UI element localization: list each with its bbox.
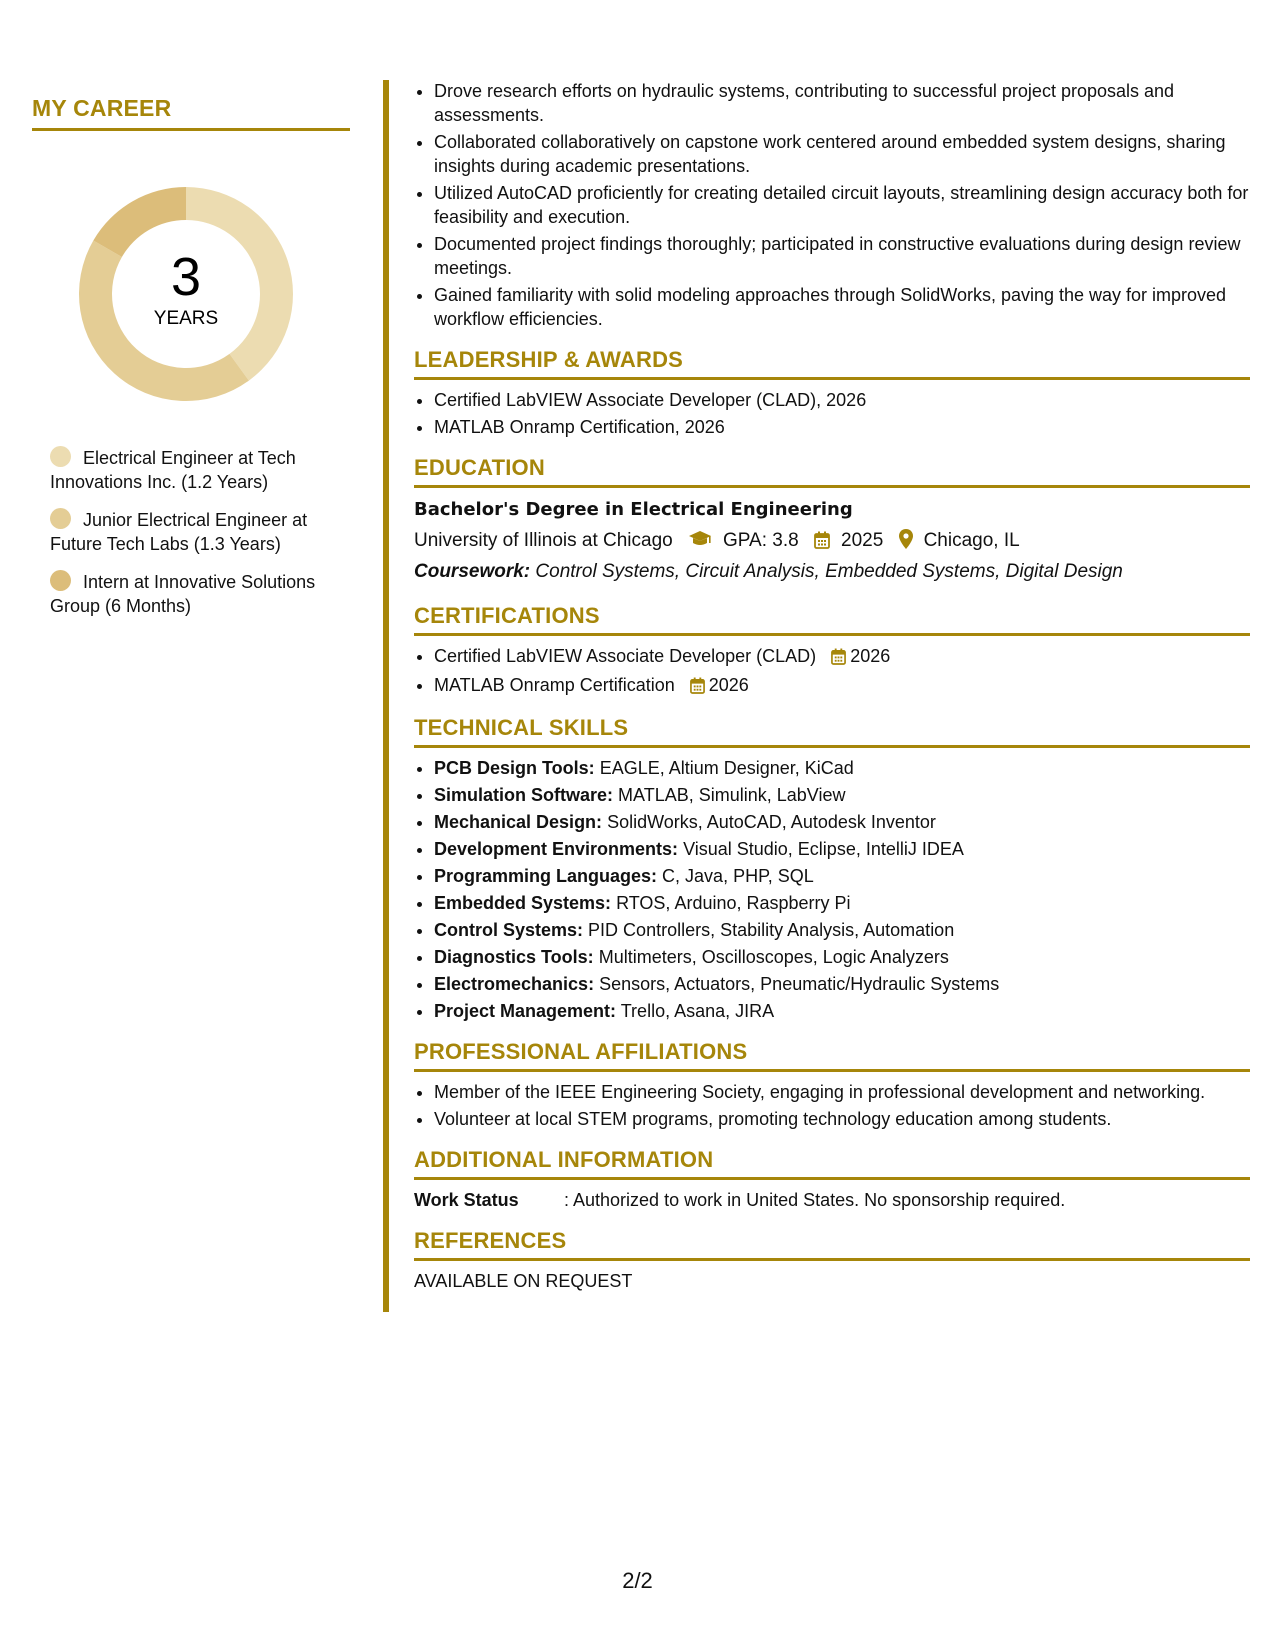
certification-name: Certified LabVIEW Associate Developer (CLAD) (434, 646, 817, 666)
location-pin-icon (899, 530, 918, 550)
list-item: • Member of the IEEE Engineering Society, engaging in professional development and networking. (434, 1080, 1250, 1104)
calendar-icon (831, 649, 846, 666)
legend-dot (50, 508, 71, 529)
total-years-number: 3 (170, 247, 202, 307)
skill-value: Sensors, Actuators, Pneumatic/Hydraulic Systems (599, 974, 1000, 994)
affiliations-section (414, 1039, 1250, 1131)
list-item: • Documented project findings thoroughly; participated in constructive evaluations during design review meetings. (434, 232, 1250, 280)
work-status-value: : Authorized to work in United States. No sponsorship required. (564, 1190, 1066, 1210)
additional-info-section (414, 1147, 1250, 1212)
skill-label: Programming Languages: (434, 866, 658, 886)
certification-year: 2026 (850, 646, 891, 666)
skill-label: Mechanical Design: (434, 812, 603, 832)
skill-value: Trello, Asana, JIRA (620, 1001, 775, 1021)
skill-value: EAGLE, Altium Designer, KiCad (599, 758, 854, 778)
education-details (414, 524, 1250, 557)
section-heading: PROFESSIONAL AFFILIATIONS (414, 1039, 1250, 1072)
list-item: • Collaborated collaboratively on capstone work centered around embedded system designs, sharing insights during academic presentations. (434, 130, 1250, 178)
skills-list (414, 756, 1250, 1023)
section-heading: CERTIFICATIONS (414, 603, 1250, 636)
school-location: Chicago, IL (923, 530, 1020, 551)
coursework-list: Control Systems, Circuit Analysis, Embedded Systems, Digital Design (535, 561, 1123, 582)
list-item (434, 756, 1250, 780)
certification-name: MATLAB Onramp Certification (434, 675, 675, 695)
skill-value: MATLAB, Simulink, LabView (618, 785, 846, 805)
section-heading: EDUCATION (414, 455, 1250, 488)
list-item (434, 837, 1250, 861)
list-item (434, 891, 1250, 915)
affiliations-list (414, 1080, 1250, 1131)
legend-dot (50, 446, 71, 467)
skill-label: Simulation Software: (434, 785, 614, 805)
skill-value: Visual Studio, Eclipse, IntelliJ IDEA (683, 839, 964, 859)
section-heading: TECHNICAL SKILLS (414, 715, 1250, 748)
legend-label: Intern at Innovative Solutions Group (6 Months) (50, 572, 316, 616)
school-name: University of Illinois at Chicago (414, 530, 673, 551)
total-years-unit: YEARS (153, 308, 219, 329)
certifications-section (414, 603, 1250, 699)
skill-value: C, Java, PHP, SQL (662, 866, 814, 886)
coursework-label: Coursework: (414, 561, 531, 582)
list-item (434, 783, 1250, 807)
list-item (434, 864, 1250, 888)
graduation-year: 2025 (841, 530, 884, 551)
section-heading: REFERENCES (414, 1228, 1250, 1261)
legend-label: Junior Electrical Engineer at Future Tech Labs (1.3 Years) (50, 510, 308, 554)
skill-label: Development Environments: (434, 839, 679, 859)
list-item: • Volunteer at local STEM programs, promoting technology education among students. (434, 1107, 1250, 1131)
list-item (434, 999, 1250, 1023)
section-heading: ADDITIONAL INFORMATION (414, 1147, 1250, 1180)
list-item (434, 673, 1250, 699)
references-section (414, 1228, 1250, 1293)
career-heading: MY CAREER (32, 95, 350, 131)
list-item (434, 810, 1250, 834)
work-status-label: Work Status (414, 1190, 519, 1210)
list-item (434, 918, 1250, 942)
list-item: • Certified LabVIEW Associate Developer (CLAD), 2026 (434, 388, 1250, 412)
leadership-list (414, 388, 1250, 439)
skill-label: Control Systems: (434, 920, 584, 940)
experience-bullets (414, 79, 1250, 331)
career-sidebar (32, 95, 350, 632)
list-item (434, 972, 1250, 996)
leadership-section (414, 347, 1250, 439)
skill-label: Diagnostics Tools: (434, 947, 594, 967)
gpa: GPA: 3.8 (723, 530, 799, 551)
coursework (414, 557, 1250, 587)
donut-center (66, 174, 306, 414)
list-item (434, 644, 1250, 670)
calendar-icon (814, 530, 835, 550)
certifications-list (414, 644, 1250, 699)
career-legend (50, 446, 350, 618)
skill-value: Multimeters, Oscilloscopes, Logic Analyzers (598, 947, 949, 967)
skill-label: PCB Design Tools: (434, 758, 595, 778)
list-item: • Utilized AutoCAD proficiently for creating detailed circuit layouts, streamlining design accuracy both for feasibility and execution. (434, 181, 1250, 229)
legend-item (50, 446, 335, 494)
skill-value: PID Controllers, Stability Analysis, Automation (588, 920, 955, 940)
section-heading: LEADERSHIP & AWARDS (414, 347, 1250, 380)
legend-label: Electrical Engineer at Tech Innovations Inc. (1.2 Years) (50, 448, 296, 492)
legend-item (50, 570, 335, 618)
skill-label: Electromechanics: (434, 974, 595, 994)
skills-section (414, 715, 1250, 1023)
legend-item (50, 508, 335, 556)
page-number: 2/2 (622, 1568, 653, 1593)
calendar-icon (690, 678, 705, 695)
skill-label: Project Management: (434, 1001, 617, 1021)
skill-label: Embedded Systems: (434, 893, 612, 913)
education-section (414, 455, 1250, 587)
certification-year: 2026 (708, 675, 749, 695)
work-status-row (414, 1188, 1250, 1212)
list-item: • MATLAB Onramp Certification, 2026 (434, 415, 1250, 439)
legend-dot (50, 570, 71, 591)
skill-value: RTOS, Arduino, Raspberry Pi (616, 893, 851, 913)
main-column (414, 79, 1250, 1293)
career-donut-chart (66, 174, 306, 414)
graduation-cap-icon (688, 530, 717, 550)
list-item: • Gained familiarity with solid modeling approaches through SolidWorks, paving the way for improved workflow efficiencies. (434, 283, 1250, 331)
column-divider (383, 80, 389, 1312)
skill-value: SolidWorks, AutoCAD, Autodesk Inventor (607, 812, 936, 832)
degree-title: Bachelor's Degree in Electrical Engineering (414, 499, 853, 520)
list-item: • Drove research efforts on hydraulic systems, contributing to successful project proposals and assessments. (434, 79, 1250, 127)
list-item (434, 945, 1250, 969)
references-text: AVAILABLE ON REQUEST (414, 1271, 633, 1291)
